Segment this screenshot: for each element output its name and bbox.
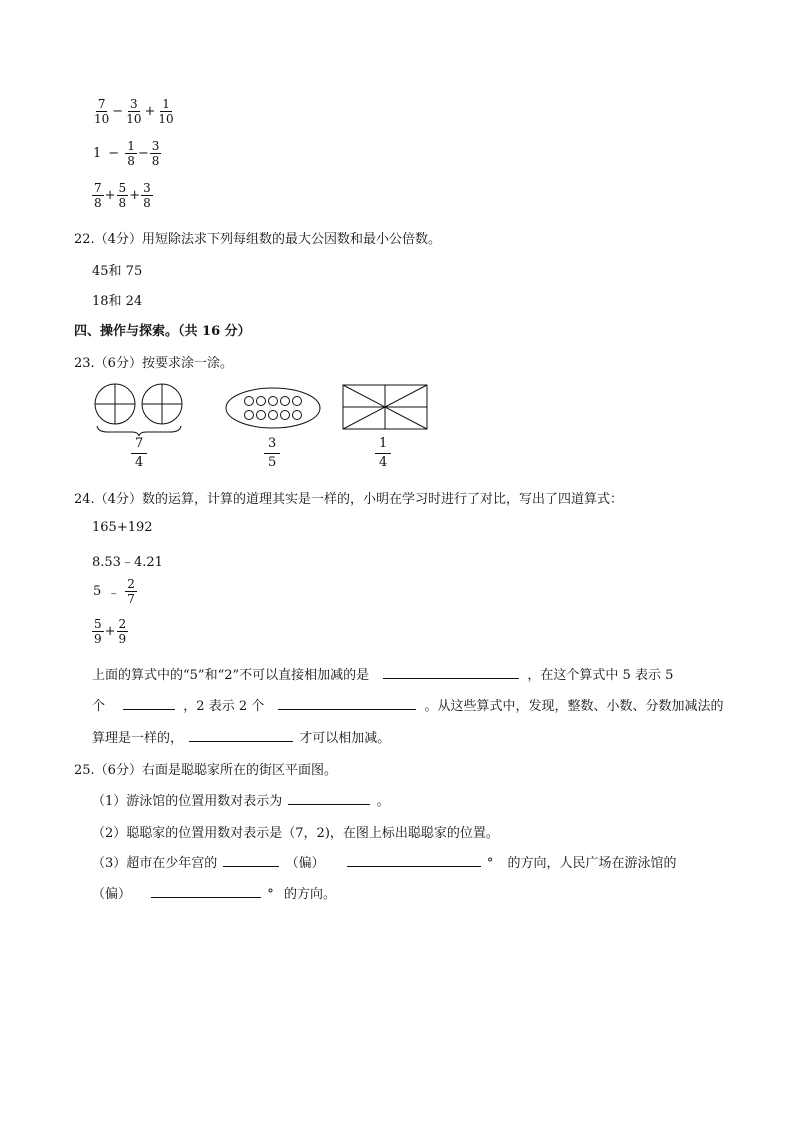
fraction: $\frac{3}{10}$ <box>126 97 142 126</box>
answer-blank-6[interactable] <box>223 853 279 867</box>
operator: − <box>108 146 120 161</box>
operator: − <box>112 104 124 119</box>
operator: + <box>129 188 141 203</box>
operator: + <box>144 104 156 119</box>
ellipse-dots-figure <box>224 386 322 430</box>
q24-line-3: 算理是一样的， 才可以相加减。 <box>92 727 390 746</box>
answer-blank-4[interactable] <box>189 728 293 742</box>
fraction: $\frac{7}{10}$ <box>94 97 110 126</box>
q23-fraction-1: $\frac{7}{4}$ <box>131 437 147 471</box>
fraction: $\frac{1}{8}$ <box>127 139 135 168</box>
brace <box>97 426 181 436</box>
q22-item-1: 45和 75 <box>92 264 143 279</box>
q23-title: 23.（6分）按要求涂一涂。 <box>74 356 233 371</box>
rectangle-figure <box>342 384 428 430</box>
operator: + <box>104 188 116 203</box>
fraction: $\frac{5}{9}$ <box>94 617 102 646</box>
q25-part-4: （偏） ° 的方向。 <box>92 883 336 902</box>
section-4-title: 四、操作与探索。（共 16 分） <box>74 324 251 339</box>
q24-expr-2: 8.53﹣4.21 <box>92 555 163 570</box>
circle-2 <box>142 384 182 424</box>
q25-part-3: （3）超市在少年宫的 （偏） ° 的方向，人民广场在游泳馆的 <box>92 852 677 871</box>
fraction: $\frac{5}{8}$ <box>118 181 127 210</box>
q24-expr-3: 5 ﹣ $\frac{2}{7}$ <box>93 577 135 606</box>
fraction: $\frac{1}{10}$ <box>158 97 174 126</box>
q24-expr-1: 165+192 <box>92 520 153 535</box>
circles-figure <box>92 382 192 436</box>
answer-blank-1[interactable] <box>383 665 519 679</box>
answer-blank-3[interactable] <box>278 696 416 710</box>
q24-line-1: 上面的算式中的“5”和“2”不可以直接相加减的是 ，在这个算式中 5 表示 5 <box>92 664 673 683</box>
expr-top-2 <box>92 140 161 167</box>
fraction: $\frac{2}{9}$ <box>118 617 127 646</box>
answer-blank-5[interactable] <box>288 791 370 805</box>
q24-expr-4: $\frac{5}{9}$ + $\frac{2}{9}$ <box>94 617 127 646</box>
answer-blank-7[interactable] <box>347 853 481 867</box>
fraction: $\frac{3}{8}$ <box>151 139 160 168</box>
q25-part-1: （1）游泳馆的位置用数对表示为 。 <box>92 790 390 809</box>
q24-line-2: 个 ，2 表示 2 个 。从这些算式中，发现，整数、小数、分数加减法的 <box>92 695 724 714</box>
operator: − <box>137 146 149 161</box>
q25-title: 25.（6分）右面是聪聪家所在的街区平面图。 <box>74 763 337 778</box>
q25-part-2: （2）聪聪家的位置用数对表示是（7，2)，在图上标出聪聪家的位置。 <box>92 826 499 841</box>
fraction: $\frac{7}{8}$ <box>94 181 102 210</box>
q23-fraction-3: $\frac{1}{4}$ <box>375 437 391 471</box>
q22-item-2: 18和 24 <box>92 294 143 309</box>
q24-title: 24.（4分）数的运算，计算的道理其实是一样的，小明在学习时进行了对比，写出了四道算式： <box>74 492 623 507</box>
answer-blank-8[interactable] <box>151 884 261 898</box>
q23-fraction-2: $\frac{3}{5}$ <box>264 437 280 471</box>
q22-title: 22.（4分）用短除法求下列每组数的最大公因数和最小公倍数。 <box>74 232 441 247</box>
fraction: $\frac{3}{8}$ <box>143 181 151 210</box>
answer-blank-2[interactable] <box>123 696 175 710</box>
expr-top-1 <box>92 98 176 125</box>
expr-top-3 <box>92 182 153 209</box>
circle-1 <box>95 384 135 424</box>
lead-number: 1 <box>93 146 102 161</box>
fraction: $\frac{2}{7}$ <box>127 577 135 606</box>
